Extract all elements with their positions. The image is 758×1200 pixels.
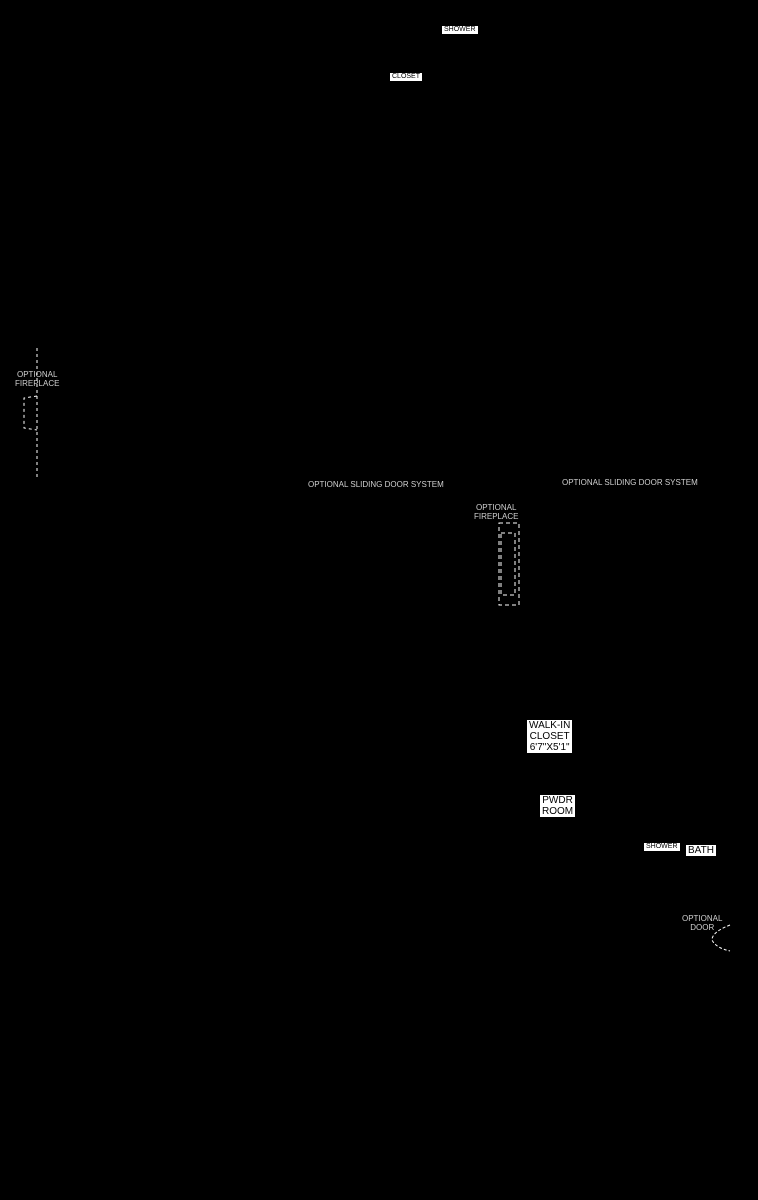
walk-in-closet-line-1: WALK-IN [529,720,571,731]
label-shower-bottom: SHOWER [646,843,678,850]
fireplace-center-inner [501,533,515,595]
fireplace-left-line-2: FIREPLACE [15,378,60,388]
powder-room-line-2: ROOM [542,806,574,817]
label-shower-top: SHOWER [444,26,476,33]
fireplace-center-outer [499,523,519,605]
fireplace-center-line-2: FIREPLACE [474,511,519,521]
fireplace-left-hearth [24,396,37,430]
label-sliding-door-2: OPTIONAL SLIDING DOOR SYSTEM [562,478,698,487]
label-sliding-door-1: OPTIONAL SLIDING DOOR SYSTEM [308,480,444,489]
label-optional-door [682,915,722,933]
optional-door-line-2: DOOR [690,922,715,932]
label-walk-in-closet [527,720,572,753]
fireplace-left-line-1: OPTIONAL [17,370,58,379]
fireplace-center-line-1: OPTIONAL [476,503,517,512]
label-closet-top: CLOSET [392,73,421,80]
walk-in-closet-dimensions: 6'7"X5'1" [529,742,570,753]
label-fireplace-center [474,504,518,522]
walk-in-closet-line-2: CLOSET [529,731,570,742]
label-powder-room [540,795,575,817]
fireplace-symbol-left [24,348,37,478]
fireplace-symbol-center [499,523,519,605]
powder-room-line-1: PWDR [542,795,573,806]
label-bath: BATH [688,845,714,856]
optional-door-line-1: OPTIONAL [682,914,723,923]
label-fireplace-left [15,371,59,389]
